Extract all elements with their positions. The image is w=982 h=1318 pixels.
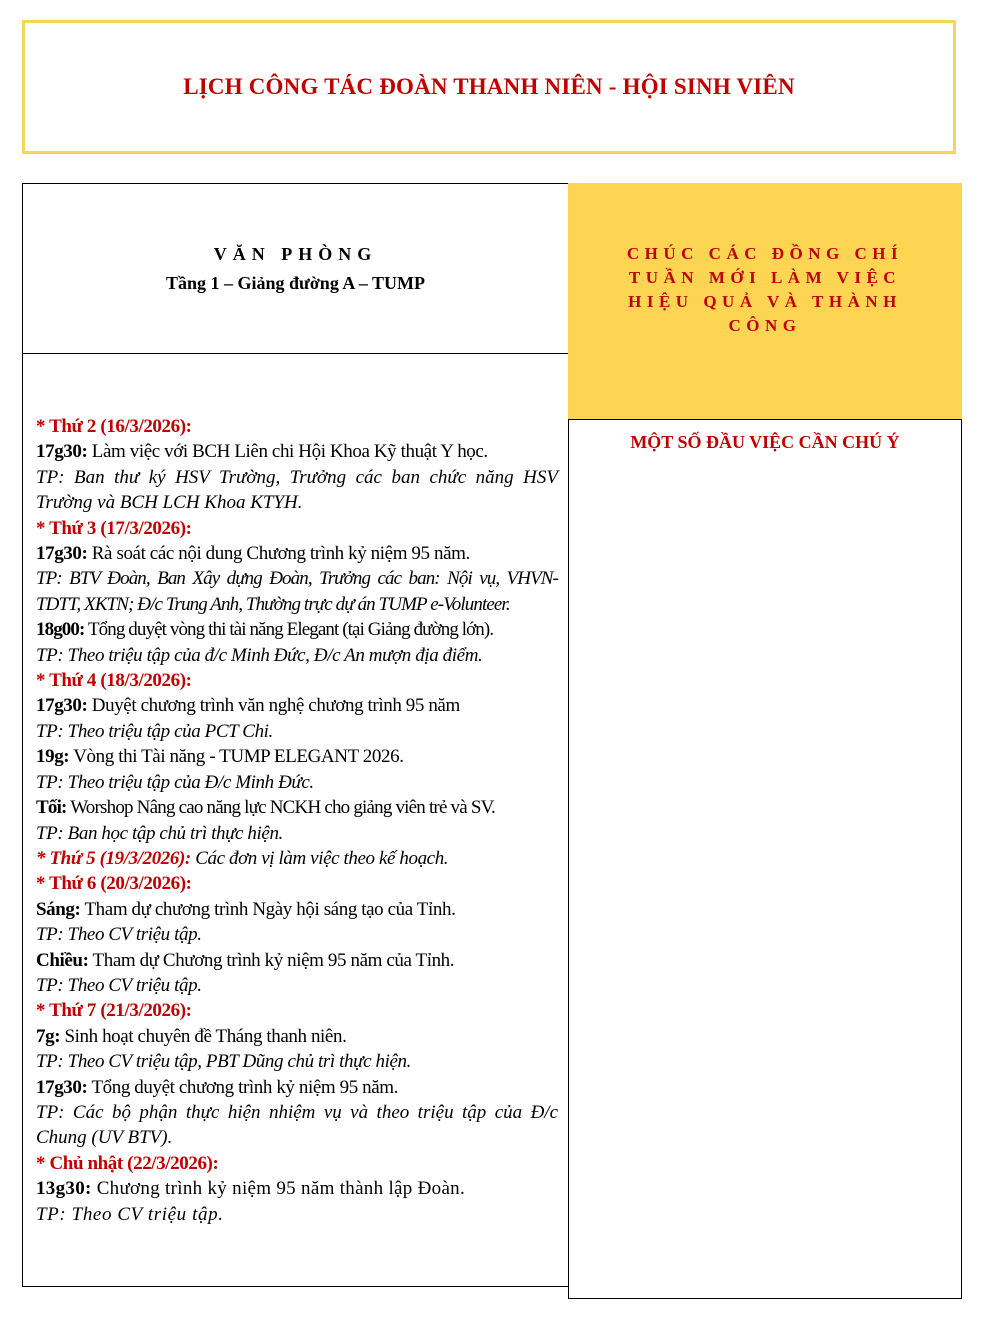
day-heading: * Thứ 4 (18/3/2026):: [36, 670, 192, 692]
list-item: [36, 1075, 558, 1100]
event-time: 7g:: [36, 1025, 61, 1047]
event-participants: TP: Ban học tập chủ trì thực hiện.: [36, 822, 283, 844]
event-participants: TP: Theo triệu tập của Đ/c Minh Đức.: [36, 771, 314, 793]
notes-title: MỘT SỐ ĐẦU VIỆC CẦN CHÚ Ý: [630, 432, 900, 452]
event-text: Chương trình kỷ niệm 95 năm thành lập Đoàn.: [91, 1178, 466, 1200]
office-name: VĂN PHÒNG: [213, 243, 378, 264]
list-item: [36, 846, 558, 871]
event-text: Tham dự Chương trình kỷ niệm 95 năm của Tỉnh.: [88, 949, 455, 971]
event-participants: TP: Theo CV triệu tập.: [36, 974, 202, 996]
event-time: 17g30:: [36, 695, 88, 717]
notes-panel: [568, 419, 962, 1299]
list-item: [36, 1024, 558, 1049]
event-text: Tổng duyệt chương trình kỷ niệm 95 năm.: [87, 1076, 399, 1098]
event-time: Sáng:: [36, 898, 81, 920]
list-item: [36, 795, 558, 820]
event-participants: TP: Theo triệu tập của PCT Chi.: [36, 720, 273, 742]
wish-text: CHÚC CÁC ĐỒNG CHÍ TUẦN MỚI LÀM VIỆC HIỆU QUẢ VÀ THÀNH CÔNG: [626, 244, 904, 335]
list-item: [36, 617, 558, 642]
schedule-list: [36, 414, 558, 1227]
day-heading: * Thứ 5 (19/3/2026):: [36, 847, 191, 869]
list-item: [36, 1176, 558, 1201]
event-text: Làm việc với BCH Liên chi Hội Khoa Kỹ thuật Y học.: [87, 441, 488, 463]
list-item: [36, 948, 558, 973]
event-time: 17g30:: [36, 543, 88, 565]
event-time: 13g30:: [36, 1178, 92, 1200]
event-time: 18g00:: [36, 619, 85, 641]
list-item: [36, 541, 558, 566]
event-text: Sinh hoạt chuyên đề Tháng thanh niên.: [60, 1025, 347, 1047]
event-text: Rà soát các nội dung Chương trình kỷ niệm 95 năm.: [87, 543, 470, 565]
event-text: Worshop Nâng cao năng lực NCKH cho giảng viên trẻ và SV.: [66, 797, 496, 819]
list-item: [36, 693, 558, 718]
event-time: Chiều:: [36, 949, 89, 971]
day-heading: * Thứ 2 (16/3/2026):: [36, 416, 192, 437]
event-time: 17g30:: [36, 1076, 88, 1098]
event-time: Tối:: [36, 797, 67, 819]
day-heading: * Chủ nhật (22/3/2026):: [36, 1152, 219, 1174]
office-address: Tầng 1 – Giảng đường A – TUMP: [166, 272, 425, 293]
event-text: Duyệt chương trình văn nghệ chương trình 95 năm: [87, 695, 460, 717]
event-participants: TP: Theo triệu tập của đ/c Minh Đức, Đ/c An mượn địa điểm.: [36, 644, 483, 666]
schedule-panel: [22, 353, 568, 1287]
list-item: [36, 744, 558, 769]
event-text: Tổng duyệt vòng thi tài năng Elegant (tại Giảng đường lớn).: [84, 619, 494, 641]
day-heading: * Thứ 6 (20/3/2026):: [36, 873, 192, 895]
event-participants: TP: Theo CV triệu tập, PBT Dũng chủ trì thực hiện.: [36, 1051, 411, 1073]
day-note: Các đơn vị làm việc theo kế hoạch.: [190, 847, 449, 869]
page-title: LỊCH CÔNG TÁC ĐOÀN THANH NIÊN - HỘI SINH VIÊN: [183, 74, 795, 99]
event-participants: TP: Theo CV triệu tập.: [36, 924, 202, 946]
wish-panel: [568, 183, 962, 419]
list-item: [36, 439, 558, 464]
title-banner: [22, 20, 956, 154]
day-heading: * Thứ 3 (17/3/2026):: [36, 517, 192, 539]
list-item: [36, 897, 558, 922]
event-participants: TP: Ban thư ký HSV Trường, Trưởng các ban chức năng HSV Trường và BCH LCH Khoa KTYH.: [36, 466, 558, 514]
event-participants: TP: BTV Đoàn, Ban Xây dựng Đoàn, Trưởng các ban: Nội vụ, VHVN-TDTT, XKTN; Đ/c Trung Anh, Thường trực dự án TUMP e-Volunteer.: [36, 568, 558, 615]
event-time: 17g30:: [36, 441, 88, 463]
event-participants: TP: Các bộ phận thực hiện nhiệm vụ và theo triệu tập của Đ/c Chung (UV BTV).: [36, 1101, 558, 1149]
event-text: Vòng thi Tài năng - TUMP ELEGANT 2026.: [69, 746, 404, 768]
day-heading: * Thứ 7 (21/3/2026):: [36, 1000, 192, 1022]
office-panel: [22, 183, 568, 354]
event-participants: TP: Theo CV triệu tập.: [36, 1203, 224, 1225]
event-text: Tham dự chương trình Ngày hội sáng tạo của Tỉnh.: [80, 898, 456, 920]
event-time: 19g:: [36, 746, 70, 768]
